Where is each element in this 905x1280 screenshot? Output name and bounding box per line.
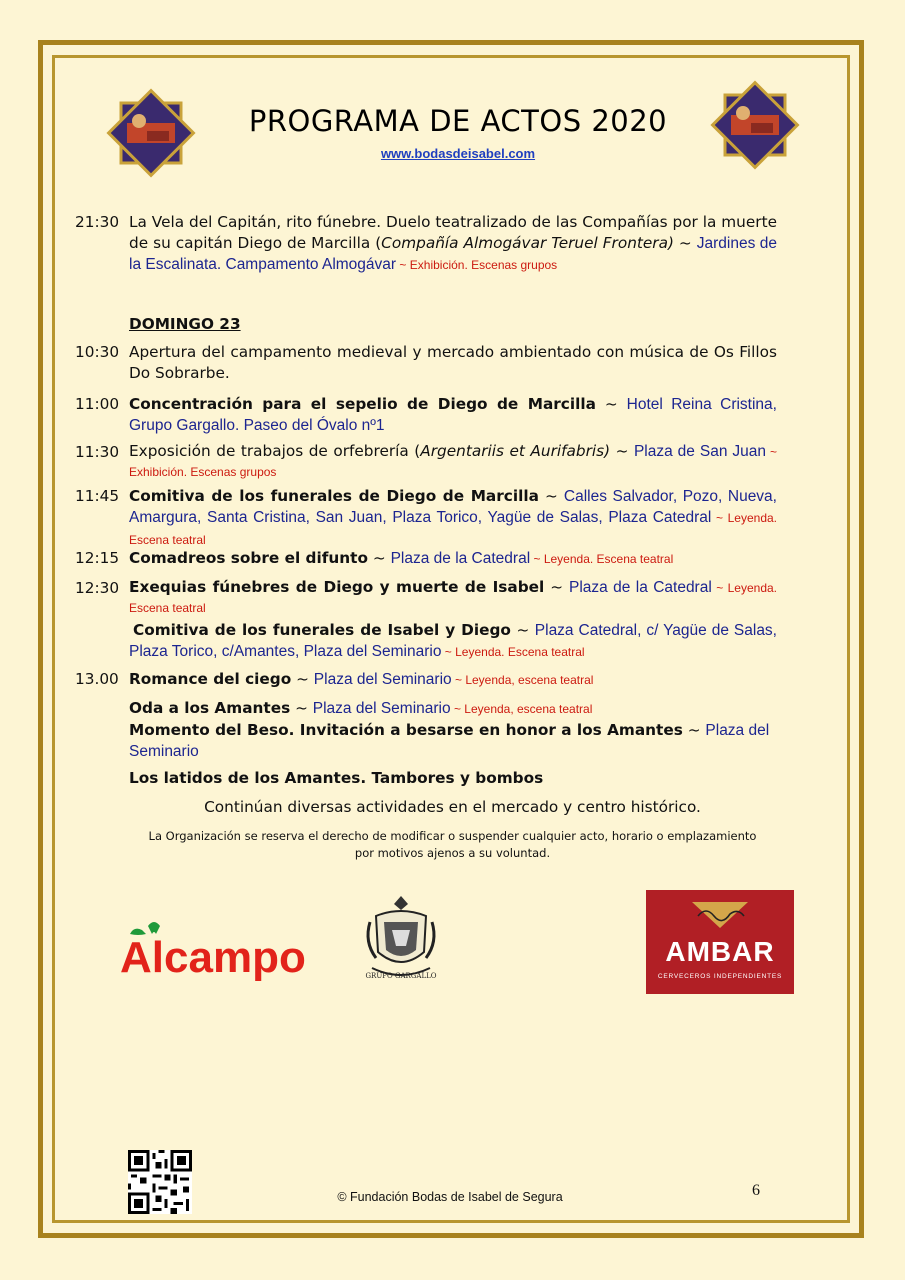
event-italic: Argentariis et Aurifabris) [420, 442, 611, 460]
page-number: 6 [752, 1182, 760, 1199]
event-time: 12:30 [75, 579, 120, 597]
ambar-tagline: CERVECEROS INDEPENDIENTES [657, 973, 783, 980]
event-company: Compañía Almogávar Teruel Frontera) [381, 234, 674, 252]
event-1145 [75, 486, 777, 551]
ambar-logo [646, 890, 794, 994]
event-description: Exposición de trabajos de orfebrería ( [129, 442, 421, 460]
separator: ~ [290, 699, 313, 717]
page-title: PROGRAMA DE ACTOS 2020 [248, 104, 668, 138]
event-1230 [75, 578, 777, 618]
event-tag: ~ Leyenda. Escena teatral [129, 511, 778, 547]
footer-copyright: © Fundación Bodas de Isabel de Segura [337, 1190, 563, 1204]
event-time: 12:15 [75, 549, 120, 567]
website-link[interactable]: www.bodasdeisabel.com [380, 146, 536, 161]
event-place: Jardines de la Escalinata. Campamento Almogávar [129, 235, 777, 273]
heraldic-star-right-icon [710, 80, 800, 170]
event-tag: ~ Leyenda. Escena teatral [441, 645, 585, 659]
event-oda [75, 698, 777, 720]
event-place: Plaza de la Catedral [568, 579, 712, 596]
heraldic-star-left-icon [106, 88, 196, 178]
event-comitiva-isabel [75, 620, 777, 663]
event-2130 [75, 212, 777, 276]
separator: ~ [595, 395, 627, 413]
gargallo-crest-logo [362, 892, 440, 984]
event-title: Los latidos de los Amantes. Tambores y bombos [129, 769, 544, 787]
disclaimer-text: La Organización se reserva el derecho de modificar o suspender cualquier acto, horario o emplazamiento por motivos ajenos a su voluntad. [148, 829, 757, 860]
separator: ~ [368, 549, 391, 567]
event-title: Concentración para el sepelio de Diego de Marcilla [129, 395, 596, 413]
event-1100 [75, 394, 777, 436]
event-place: Plaza del Seminario [129, 722, 770, 760]
event-latidos [75, 768, 777, 789]
event-title: Exequias fúnebres de Diego y muerte de Isabel [129, 578, 545, 596]
event-title: Comadreos sobre el difunto [129, 549, 369, 567]
ambar-wordmark: AMBAR [665, 936, 775, 967]
separator: ~ [610, 442, 634, 460]
event-title: Comitiva de los funerales de Diego de Marcilla [129, 487, 539, 505]
event-tag: ~ Exhibición. Escenas grupos [129, 445, 778, 479]
event-time: 21:30 [75, 213, 120, 231]
ambar-signature-icon [686, 898, 754, 932]
day-heading: DOMINGO 23 [129, 315, 241, 333]
event-title: Oda a los Amantes [129, 699, 291, 717]
separator: ~ [544, 578, 569, 596]
event-time: 13.00 [75, 670, 119, 688]
event-1300 [75, 669, 777, 691]
separator: ~ [291, 670, 314, 688]
event-place: Plaza de la Catedral [390, 550, 531, 567]
event-tag: ~ Leyenda. Escena teatral [129, 581, 777, 615]
event-time: 11:30 [75, 443, 120, 461]
separator: ~ [538, 487, 564, 505]
event-place: Plaza del Seminario [312, 700, 451, 717]
event-place: Plaza de San Juan [633, 443, 767, 460]
event-1030 [75, 342, 777, 384]
event-time: 11:45 [75, 487, 120, 505]
event-description: La Vela del Capitán, rito fúnebre. Duelo teatralizado de las Compañías por la muerte de su capitán Diego de Marcilla ( [129, 213, 777, 252]
event-tag: ~ Leyenda, escena teatral [450, 702, 593, 716]
event-tag: ~ Exhibición. Escenas grupos [396, 258, 558, 272]
event-tag: ~ Leyenda. Escena teatral [530, 552, 674, 566]
event-time: 10:30 [75, 343, 120, 361]
separator: ~ [510, 621, 535, 639]
event-place: Plaza Catedral, c/ Yagüe de Salas, Plaza Torico, c/Amantes, Plaza del Seminario [129, 622, 777, 660]
event-place: Hotel Reina Cristina, Grupo Gargallo. Paseo del Óvalo nº1 [129, 396, 777, 434]
event-title: Comitiva de los funerales de Isabel y Diego [133, 621, 511, 639]
event-tag: ~ Leyenda, escena teatral [451, 673, 594, 687]
event-beso [75, 720, 777, 762]
event-place: Calles Salvador, Pozo, Nueva, Amargura, Santa Cristina, San Juan, Plaza Torico, Yagüe de Salas, Plaza Catedral [129, 488, 777, 526]
event-1215 [75, 548, 777, 570]
separator: ~ [673, 234, 697, 252]
event-description: Apertura del campamento medieval y mercado ambientado con música de Os Fillos Do Sobrarbe. [129, 343, 777, 382]
alcampo-wordmark: Alcampo [120, 933, 306, 982]
notice-text: Continúan diversas actividades en el mercado y centro histórico. [204, 798, 701, 816]
event-time: 11:00 [75, 395, 120, 413]
alcampo-logo [120, 920, 340, 982]
gargallo-wordmark: GRUPO GARGALLO [365, 972, 437, 980]
qr-code[interactable] [128, 1150, 192, 1214]
event-title: Romance del ciego [129, 670, 292, 688]
event-title: Momento del Beso. Invitación a besarse en honor a los Amantes [129, 721, 683, 739]
separator: ~ [682, 721, 706, 739]
event-place: Plaza del Seminario [313, 671, 452, 688]
event-1130 [75, 442, 777, 482]
